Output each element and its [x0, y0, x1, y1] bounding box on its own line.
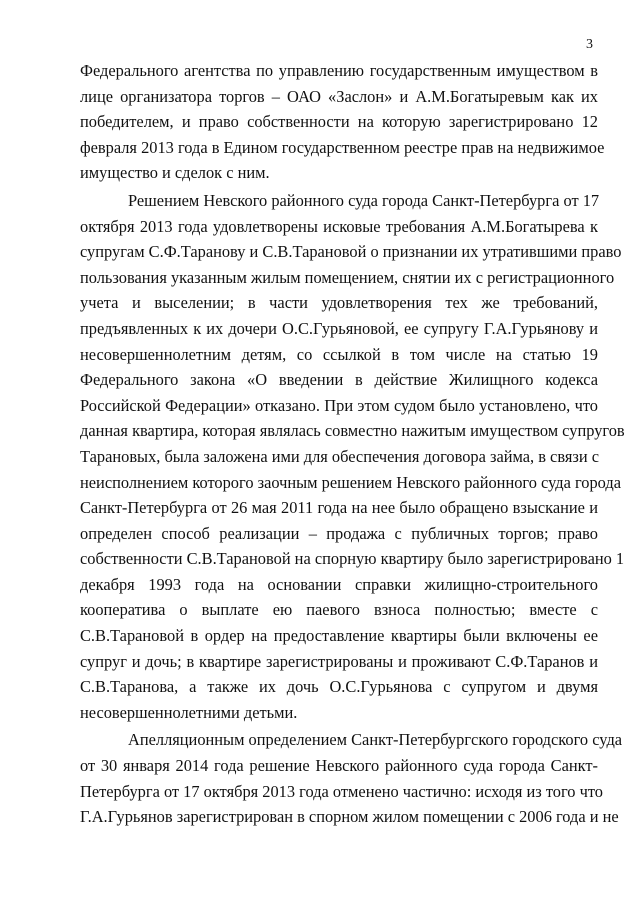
document-body [80, 58, 625, 830]
text-line: С.В.Таранова, а также их дочь О.С.Гурьянова с супругом и двумя [80, 677, 598, 697]
text-line: несовершеннолетним детям, со ссылкой в том числе на статью 19 [80, 344, 598, 364]
text-line: супруг и дочь; в квартире зарегистрированы и проживают С.Ф.Таранов и [80, 651, 598, 671]
text-line: Г.А.Гурьянов зарегистрирован в спорном жилом помещении с 2006 года и не [80, 807, 619, 827]
text-line: предъявленных к их дочери О.С.Гурьяновой, ее супругу Г.А.Гурьянову и [80, 318, 598, 338]
text-line: данная квартира, которая являлась совместно нажитым имуществом супругов [80, 421, 625, 441]
text-line: определен способ реализации – продажа с публичных торгов; право [80, 523, 598, 543]
text-line: февраля 2013 года в Едином государственном реестре прав на недвижимое [80, 137, 605, 157]
text-line: Решением Невского районного суда города Санкт-Петербурга от 17 [128, 190, 600, 210]
text-line: собственности С.В.Тарановой на спорную квартиру было зарегистрировано 1 [80, 549, 625, 569]
text-line: декабря 1993 года на основании справки жилищно-строительного [80, 574, 598, 594]
text-line: Апелляционным определением Санкт-Петербургского городского суда [128, 730, 623, 750]
text-line: победителем, и право собственности на которую зарегистрировано 12 [80, 112, 598, 132]
text-line: имущество и сделок с ним. [80, 163, 270, 183]
text-line: С.В.Тарановой в ордер на предоставление квартиры были включены ее [80, 626, 598, 646]
text-line: кооператива о выплате ею паевого взноса полностью; вместе с [80, 600, 598, 620]
text-line: от 30 января 2014 года решение Невского районного суда города Санкт- [80, 756, 598, 776]
text-line: Тарановых, была заложена ими для обеспечения договора займа, в связи с [80, 446, 600, 466]
text-line: октября 2013 года удовлетворены исковые требования А.М.Богатырева к [80, 216, 598, 236]
text-line: супругам С.Ф.Таранову и С.В.Тарановой о признании их утратившими право [80, 242, 622, 262]
text-line: неисполнением которого заочным решением Невского районного суда города [80, 472, 621, 492]
text-line: несовершеннолетними детьми. [80, 702, 298, 722]
page-number: 3 [586, 37, 593, 52]
text-line: Петербурга от 17 октября 2013 года отменено частично: исходя из того что [80, 781, 603, 801]
text-line: учета и выселении; в части удовлетворения тех же требований, [80, 293, 598, 313]
text-line: Российской Федерации» отказано. При этом судом было установлено, что [80, 395, 598, 415]
text-line: лице организатора торгов – ОАО «Заслон» и А.М.Богатыревым как их [80, 86, 598, 106]
text-line: пользования указанным жилым помещением, снятии их с регистрационного [80, 267, 615, 287]
text-line: Санкт-Петербурга от 26 мая 2011 года на нее было обращено взыскание и [80, 498, 598, 518]
text-line: Федерального закона «О введении в действие Жилищного кодекса [80, 370, 598, 390]
text-line: Федерального агентства по управлению государственным имуществом в [80, 61, 598, 80]
